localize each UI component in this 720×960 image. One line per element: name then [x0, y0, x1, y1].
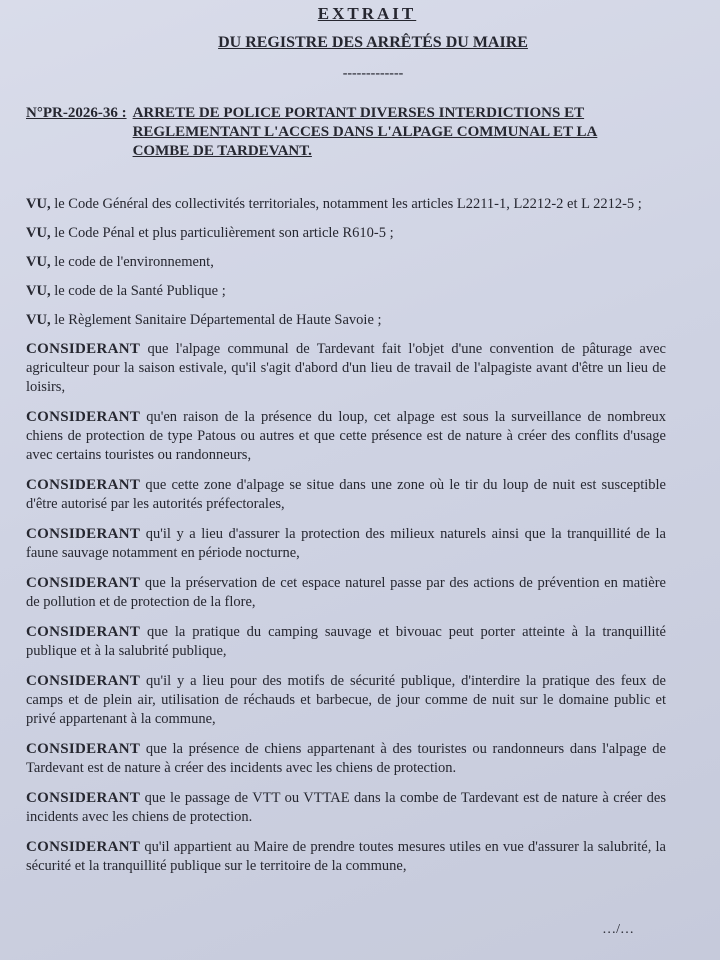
vu-keyword: VU,	[26, 283, 51, 299]
considerant-keyword: CONSIDERANT	[26, 477, 141, 493]
considerant-text: qu'il appartient au Maire de prendre toutes mesures utiles en vue d'assurer la salubrité, la sécurité et la tranquillité publique sur le territoire de la commune,	[26, 839, 666, 874]
considerant-text: que la pratique du camping sauvage et bivouac peut porter atteinte à la tranquillité publique et à la salubrité publique,	[26, 624, 666, 659]
considerant-paragraph	[26, 476, 666, 514]
decree-number: N°PR-2026-36 :	[26, 105, 127, 121]
vu-text: le Code Général des collectivités territoriales, notamment les articles L2211-1, L2212-2 et L 2212-5 ;	[50, 196, 642, 212]
considerant-keyword: CONSIDERANT	[26, 575, 141, 591]
considerant-paragraph	[26, 525, 666, 563]
decree-title: ARRETE DE POLICE PORTANT DIVERSES INTERDICTIONS ET REGLEMENTANT L'ACCES DANS L'ALPAGE COMMUNAL ET LA COMBE DE TARDEVANT.	[132, 105, 598, 159]
considerant-paragraph	[26, 838, 666, 876]
vu-keyword: VU,	[26, 312, 51, 328]
vu-text: le code de la Santé Publique ;	[50, 283, 226, 299]
considerant-text: que la présence de chiens appartenant à des touristes ou randonneurs dans l'alpage de Tardevant est de nature à créer des incidents avec les chiens de protection.	[26, 741, 666, 776]
considerant-keyword: CONSIDERANT	[26, 741, 141, 757]
vu-paragraph	[26, 224, 666, 243]
document-subtitle: DU REGISTRE DES ARRÊTÉS DU MAIRE	[218, 34, 528, 51]
considerant-paragraph	[26, 623, 666, 661]
considerant-text: que la préservation de cet espace naturel passe par des actions de prévention en matière de pollution et de protection de la flore,	[26, 575, 666, 610]
document-title: EXTRAIT	[317, 4, 417, 23]
vu-keyword: VU,	[26, 254, 51, 270]
considerant-keyword: CONSIDERANT	[26, 839, 141, 855]
considerant-text: qu'il y a lieu d'assurer la protection des milieux naturels ainsi que la tranquillité de la faune sauvage notamment en période nocturne,	[26, 526, 666, 561]
considerant-keyword: CONSIDERANT	[26, 624, 141, 640]
considerant-paragraph	[26, 340, 666, 397]
vu-paragraph	[26, 253, 666, 272]
vu-paragraph	[26, 195, 666, 214]
considerant-keyword: CONSIDERANT	[26, 341, 141, 357]
considerant-paragraph	[26, 574, 666, 612]
considerant-keyword: CONSIDERANT	[26, 673, 141, 689]
considerant-text: qu'il y a lieu pour des motifs de sécurité publique, d'interdire la pratique des feux de camps et de plein air, utilisation de réchauds et barbecue, de jour comme de nuit sur le domaine public et privé appartenant à la commune,	[26, 673, 666, 727]
considerant-text: qu'en raison de la présence du loup, cet alpage est sous la surveillance de nombreux chiens de protection de type Patous ou autres et que cette présence est de nature à créer des conflits d'usage avec certains touristes ou randonneurs,	[26, 409, 666, 463]
considerant-text: que cette zone d'alpage se situe dans une zone où le tir du loup de nuit est susceptible d'être autorisé par les autorités préfectorales,	[26, 477, 666, 512]
considerant-paragraph	[26, 408, 666, 465]
document-body	[26, 195, 680, 876]
considerant-keyword: CONSIDERANT	[26, 526, 141, 542]
considerant-paragraph	[26, 740, 666, 778]
decree-heading	[26, 104, 680, 161]
vu-paragraph	[26, 282, 666, 301]
separator-line: -------------	[342, 66, 404, 81]
vu-keyword: VU,	[26, 225, 51, 241]
considerant-paragraph	[26, 789, 666, 827]
considerant-text: que le passage de VTT ou VTTAE dans la combe de Tardevant est de nature à créer des incidents avec les chiens de protection.	[26, 790, 666, 825]
vu-text: le Règlement Sanitaire Départemental de Haute Savoie ;	[50, 312, 382, 328]
considerant-keyword: CONSIDERANT	[26, 790, 141, 806]
vu-text: le Code Pénal et plus particulièrement son article R610-5 ;	[50, 225, 394, 241]
vu-text: le code de l'environnement,	[50, 254, 214, 270]
considerant-text: que l'alpage communal de Tardevant fait l'objet d'une convention de pâturage avec agriculteur pour la saison estivale, qu'il s'agit d'abord d'un lieu de travail de l'alpagiste avant d'être un lieu de loisirs,	[26, 341, 666, 395]
continuation-marker: …/…	[602, 922, 634, 937]
vu-keyword: VU,	[26, 196, 51, 212]
vu-paragraph	[26, 311, 666, 330]
considerant-paragraph	[26, 672, 666, 729]
considerant-keyword: CONSIDERANT	[26, 409, 141, 425]
